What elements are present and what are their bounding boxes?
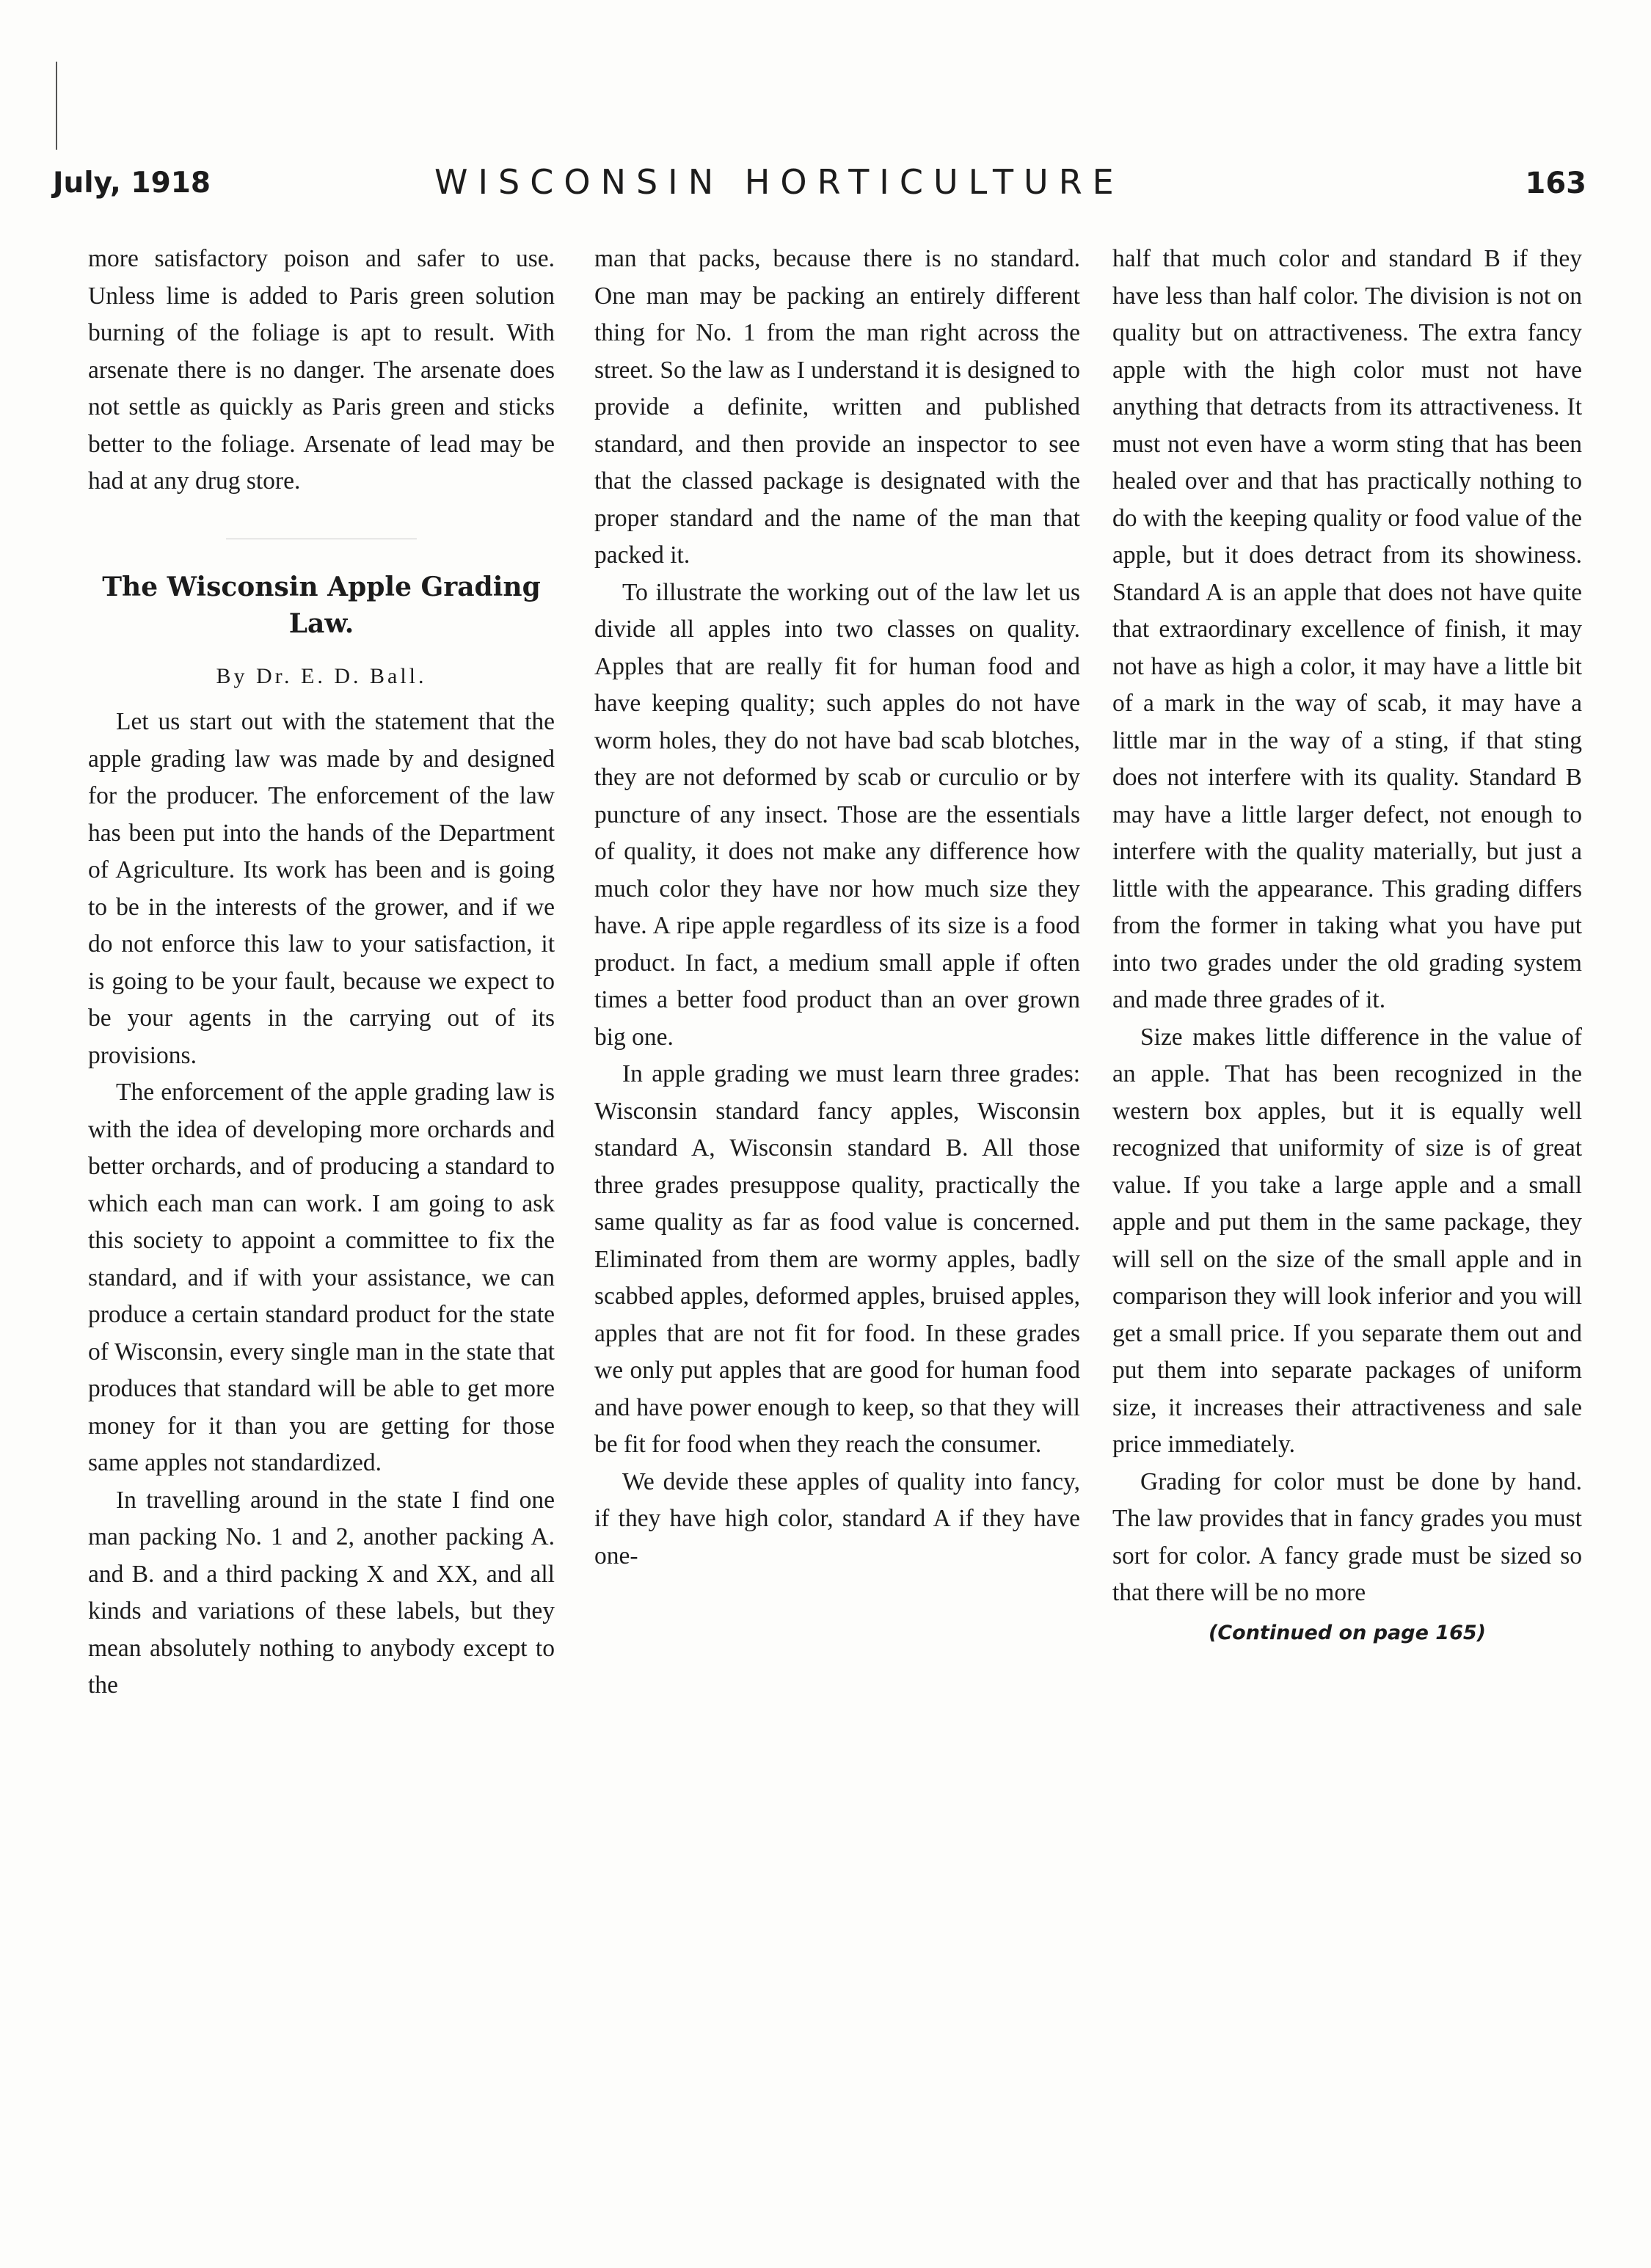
page-header [53, 158, 1586, 216]
journal-title: WISCONSIN HORTICULTURE [434, 162, 1124, 202]
paragraph: Size makes little difference in the value of an apple. That has been recognized in the western box apples, but it is equally well recognized that uniformity of size is of great value. If you take a large apple and a small apple and put them in the same package, they will sell on the size of the small apple and in comparison they will look inferior and you will get a small price. If you separate them out and put them into separate packages of uniform size, it increases their attractiveness and sale price immediately. [1112, 1023, 1582, 1458]
continued-note: (Continued on page 165) [1208, 1621, 1487, 1644]
paragraph: The enforcement of the apple grading law is with the idea of developing more orchards and better orchards, and of producing a standard to which each man can work. I am going to ask this society to appoint a committee to fix the standard, and if with your assistance, we can produce a certain standard product for the state of Wisconsin, every single man in the state that produces that standard will be able to get more money for it than you are getting for those same apples not standardized. [88, 1079, 555, 1476]
column-3 [1112, 241, 1582, 1652]
article-title: The Wisconsin Apple Grading Law. [102, 571, 541, 639]
paragraph: To illustrate the working out of the law let us divide all apples into two classes on quality. Apples that are really fit for human food and have keeping quality; such apples do not have worm holes, they do not have bad scab blotches, they are not deformed by scab or curculio or by puncture of any insect. Those are the essentials of quality, it does not make any difference how much color they have nor how much size they have. A ripe apple regardless of its size is a food product. In fact, a medium small apple if often times a better food product than an over grown big one. [594, 578, 1080, 1051]
paragraph: In travelling around in the state I find one man packing No. 1 and 2, another packing A. and B. and a third packing X and XX, and all kinds and variations of these labels, but they mean absolutely nothing to anybody except to the [88, 1486, 555, 1699]
article-byline: By Dr. E. D. Ball. [216, 663, 427, 688]
page-edge-mark [56, 62, 57, 150]
paragraph: Let us start out with the statement that the apple grading law was made by and designed for the producer. The enforcement of the law has been put into the hands of the Department of Agriculture. Its work has been and is going to be in the interests of the grower, and if we do not enforce this law to your satisfaction, it is going to be your fault, because we expect to be your agents in the carrying out of its provisions. [88, 708, 555, 1069]
column-2 [594, 241, 1080, 1575]
column-1 [88, 241, 555, 1704]
intro-paragraph: more satisfactory poison and safer to use. Unless lime is added to Paris green solution burning of the foliage is apt to result. With arsenate there is no danger. The arsenate does not settle as quickly as Paris green and sticks better to the foliage. Arsenate of lead may be had at any drug store. [88, 245, 555, 495]
paragraph: half that much color and standard B if they have less than half color. The division is not on quality but on attractiveness. The extra fancy apple with the high color must not have anything that detracts from its attractiveness. It must not even have a worm sting that has been healed over and that has practically nothing to do with the keeping quality or food value of the apple, but it does detract from its showiness. Standard A is an apple that does not have quite that extraordinary excellence of finish, it may not have as high a color, it may have a little bit of a mark in the way of scab, it may have a little mar in the way of a sting, if that sting does not interfere with its quality. Standard B may have a little larger defect, not enough to interfere with the quality materially, but just a little with the appearance. This grading differs from the former in taking what you have put into two grades under the old grading system and made three grades of it. [1112, 245, 1582, 1013]
issue-date: July, 1918 [53, 167, 211, 200]
page-number: 163 [1525, 167, 1586, 200]
paragraph: In apple grading we must learn three grades: Wisconsin standard fancy apples, Wisconsin standard A, Wisconsin standard B. All those three grades presuppose quality, practically the same quality as far as food value is concerned. Eliminated from them are wormy apples, badly scabbed apples, deformed apples, bruised apples, apples that are not fit for food. In these grades we only put apples that are good for human food and have power enough to keep, so that they will be fit for food when they reach the consumer. [594, 1060, 1080, 1458]
paragraph: We devide these apples of quality into fancy, if they have high color, standard A if they have one- [594, 1467, 1080, 1569]
paragraph: man that packs, because there is no standard. One man may be packing an entirely different thing for No. 1 from the man right across the street. So the law as I understand it is designed to provide a definite, written and published standard, and then provide an inspector to see that the classed package is designated with the proper standard and the name of the man that packed it. [594, 245, 1080, 569]
paragraph: Grading for color must be done by hand. The law provides that in fancy grades you must sort for color. A fancy grade must be sized so that there will be no more [1112, 1467, 1582, 1606]
